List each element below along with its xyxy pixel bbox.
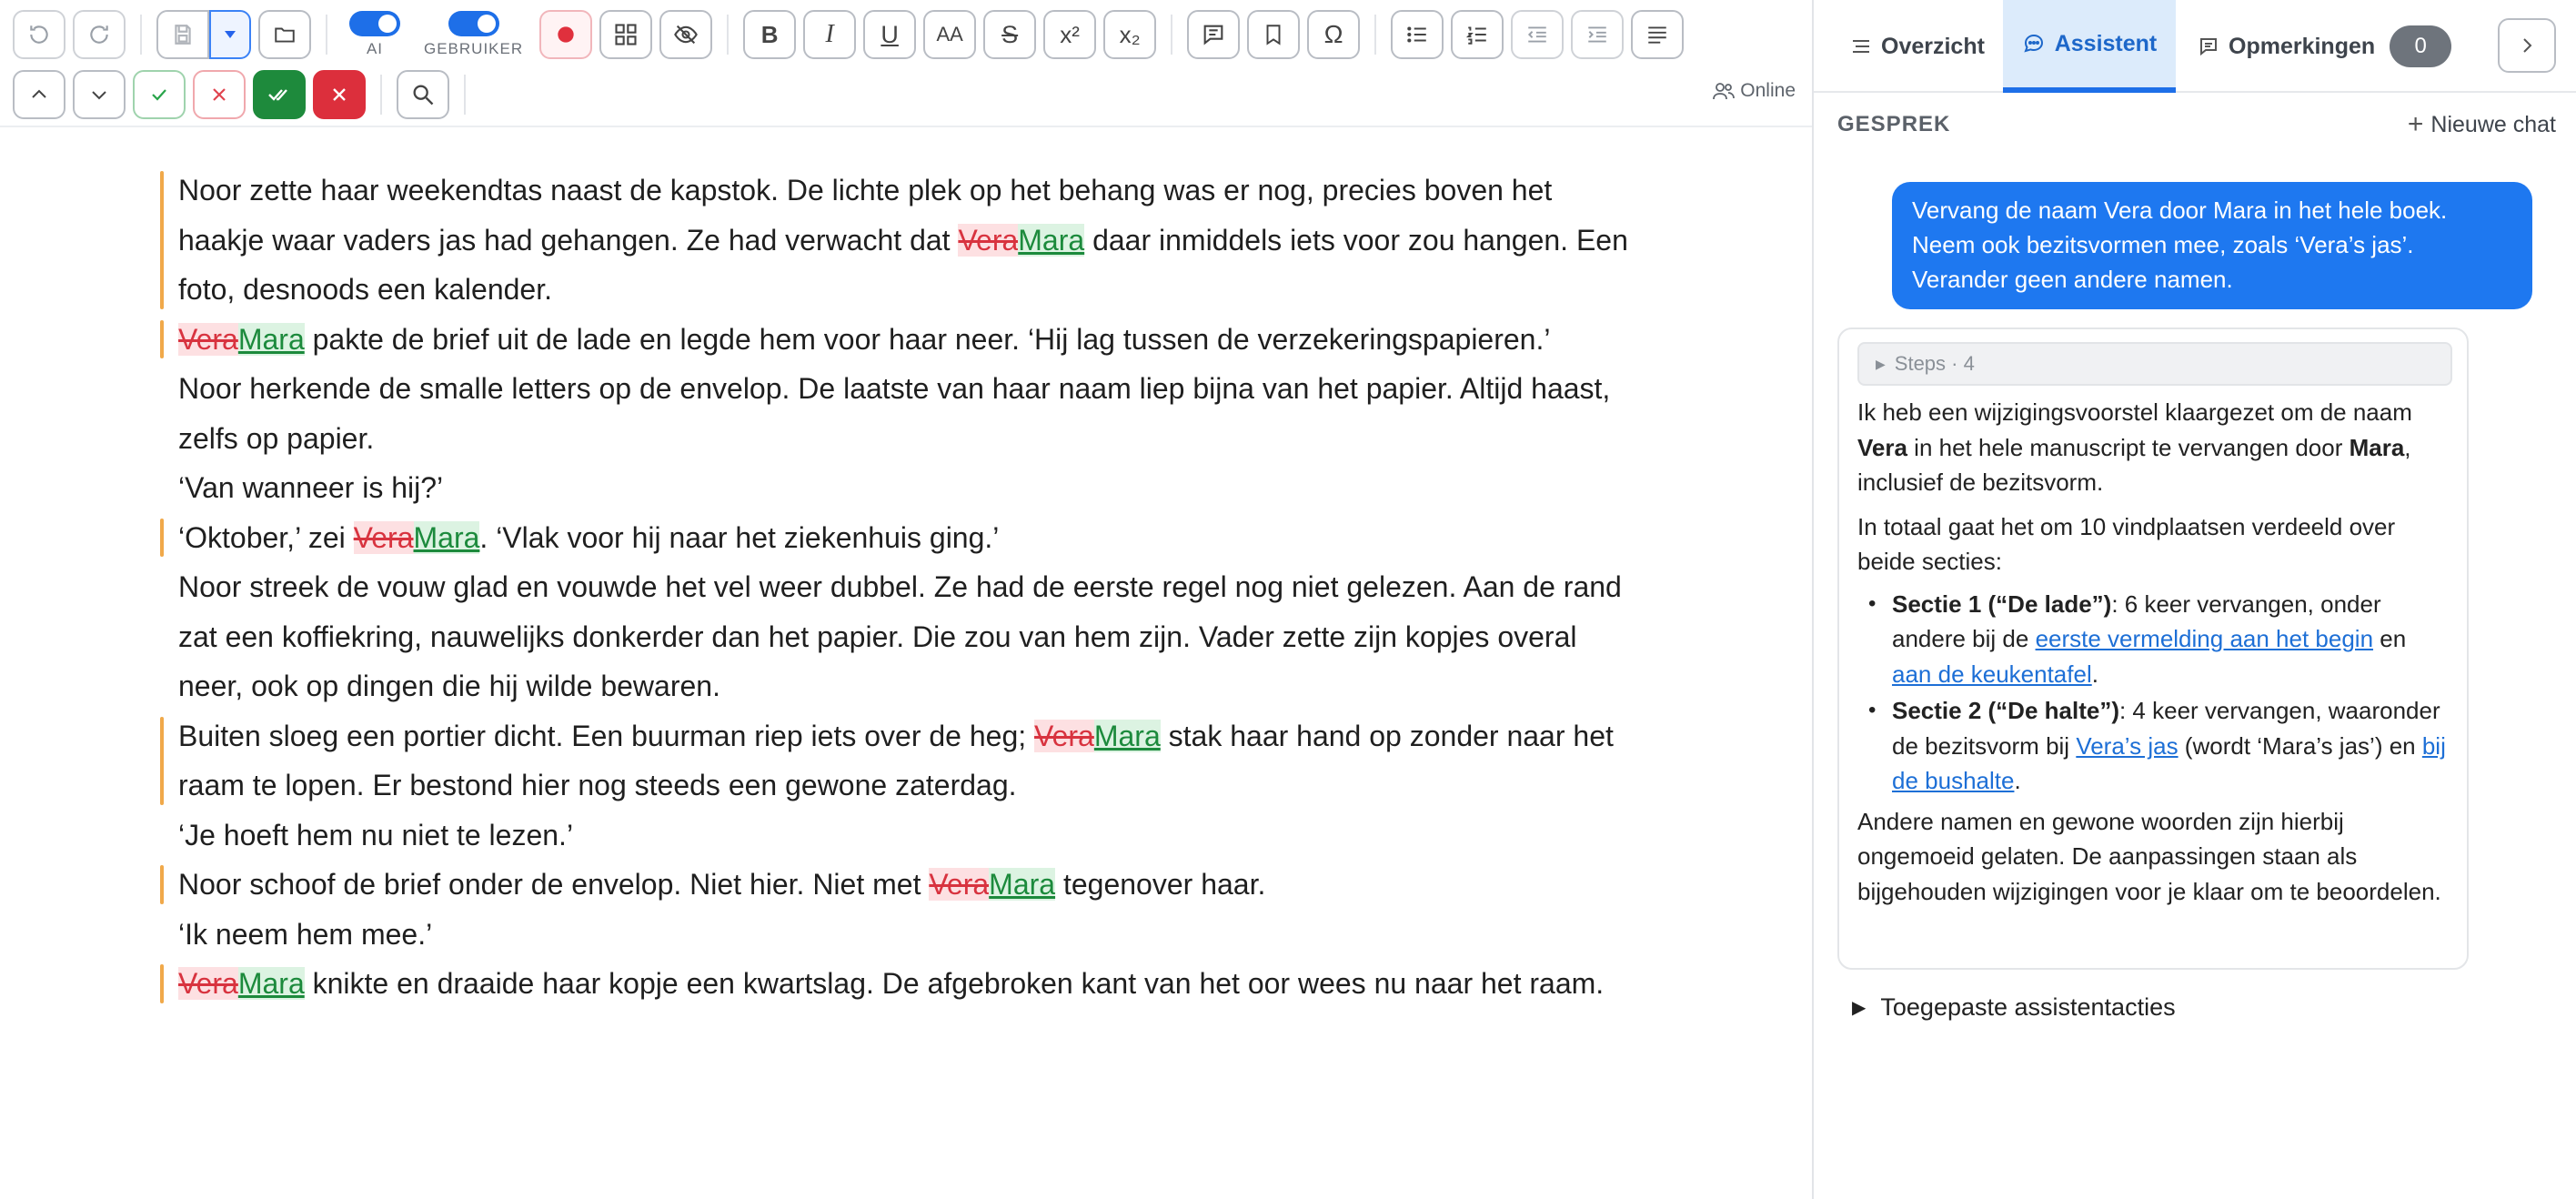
bold-text: Sectie 2 (“De halte”) — [1892, 697, 2119, 724]
subscript-button[interactable]: x₂ — [1103, 10, 1156, 59]
toolbar-separator — [464, 75, 466, 115]
changed-paragraph[interactable] — [160, 959, 1643, 1009]
tracked-insertion[interactable]: Mara — [237, 322, 305, 356]
user-toggle-label: GEBRUIKER — [424, 40, 524, 57]
reject-change-button[interactable] — [193, 70, 246, 119]
ai-toggle-group — [349, 11, 400, 58]
tracked-deletion[interactable]: Vera — [178, 967, 238, 1000]
folder-icon — [272, 23, 297, 46]
side-panel — [1812, 0, 2576, 1199]
bold-text: Sectie 1 (“De lade”) — [1892, 589, 2112, 618]
tracked-deletion[interactable]: Vera — [958, 223, 1019, 257]
chevron-down-icon — [88, 84, 110, 106]
tracked-insertion[interactable]: Mara — [1018, 223, 1085, 257]
tracked-deletion[interactable]: Vera — [929, 868, 990, 901]
text-run: Ik heb een wijzigingsvoorstel klaargezet om de naam — [1857, 398, 2412, 426]
side-tabs — [1814, 0, 2576, 93]
bold-button[interactable]: B — [743, 10, 796, 59]
chevron-right-icon — [2516, 35, 2538, 56]
location-link[interactable]: Vera’s jas — [2076, 731, 2179, 760]
document-body[interactable] — [160, 166, 1643, 1009]
new-chat-label: Nieuwe chat — [2430, 111, 2556, 137]
text-run: . — [2014, 767, 2021, 794]
conversation-title: GESPREK — [1837, 112, 1951, 136]
paragraph[interactable] — [160, 910, 1643, 960]
changed-paragraph[interactable] — [160, 711, 1643, 811]
font-size-button[interactable]: AA — [923, 10, 976, 59]
check-icon — [148, 84, 170, 106]
double-check-icon — [267, 84, 291, 106]
conversation-header — [1837, 111, 2556, 138]
save-button[interactable] — [156, 10, 209, 59]
record-changes-button[interactable] — [539, 10, 592, 59]
users-icon — [1713, 81, 1735, 101]
text-run: Noor streek de vouw glad en vouwde het vel weer dubbel. Ze had de eerste regel nog niet gelezen. Aan de rand zat een koffiekring, nauwelijks donkerder dan het papier. Die zou van hem zijn. Vader zette zijn kopjes overal neer, ook op dingen die hij wilde bewaren. — [178, 570, 1622, 702]
user-message: Vervang de naam Vera door Mara in het hele boek. Neem ook bezitsvormen mee, zoals ‘Vera’s jas’. Verander geen andere namen. — [1892, 182, 2532, 309]
online-indicator — [1713, 80, 1796, 102]
assistant-summary: In totaal gaat het om 10 vindplaatsen verdeeld over beide secties: — [1857, 512, 2396, 575]
text-run: in het hele manuscript te vervangen door — [1907, 433, 2350, 461]
paragraph[interactable] — [160, 463, 1643, 513]
comment-icon — [1201, 22, 1226, 47]
location-link[interactable]: bij de bushalte — [1892, 731, 2446, 794]
caret-right-icon: ▶ — [1876, 356, 1886, 371]
section-summary-item — [1857, 693, 2449, 799]
location-link[interactable]: eerste vermelding aan het begin — [2035, 625, 2374, 652]
hide-changes-button[interactable] — [659, 10, 712, 59]
applied-actions-label: Toegepaste assistentacties — [1880, 993, 2176, 1021]
outdent-button[interactable] — [1511, 10, 1564, 59]
numbered-list-icon — [1464, 23, 1490, 46]
assistant-intro — [1857, 395, 2449, 500]
changed-paragraph[interactable] — [160, 513, 1643, 563]
tab-overview-label: Overzicht — [1881, 33, 1985, 59]
toolbar-separator — [380, 75, 382, 115]
assistant-section-list — [1857, 587, 2449, 799]
text-run: , inclusief de bezitsvorm. — [1857, 433, 2411, 496]
text-run: Noor schoof de brief onder de envelop. Niet hier. Niet met — [178, 868, 930, 901]
bookmark-button[interactable] — [1247, 10, 1300, 59]
align-button[interactable] — [1631, 10, 1684, 59]
record-icon — [554, 23, 578, 46]
toolbar-separator — [1171, 15, 1172, 55]
user-toggle-group — [424, 11, 523, 58]
search-icon — [410, 82, 436, 107]
layout-button[interactable] — [599, 10, 652, 59]
online-label: Online — [1740, 80, 1796, 101]
bold-text: Mara — [2349, 433, 2405, 461]
bullet-list-icon — [1404, 23, 1430, 46]
undo-icon — [27, 23, 51, 46]
close-icon — [208, 84, 230, 106]
toolbar-separator — [140, 15, 142, 55]
layout-grid-icon — [613, 22, 639, 47]
outdent-icon — [1524, 23, 1550, 46]
redo-icon — [87, 23, 111, 46]
changed-paragraph[interactable] — [160, 166, 1643, 315]
caret-right-icon: ▶ — [1852, 998, 1867, 1018]
text-run: daar inmiddels iets voor zou hangen. Een foto, desnoods een kalender. — [178, 223, 1628, 306]
assistant-message — [1837, 327, 2469, 970]
changed-paragraph[interactable] — [160, 315, 1643, 365]
caret-down-icon — [223, 29, 237, 40]
toolbar-row-1 — [13, 7, 1691, 62]
chevron-up-icon — [28, 84, 50, 106]
numbered-list-button[interactable] — [1451, 10, 1504, 59]
tracked-insertion[interactable]: Mara — [413, 520, 480, 554]
plus-icon: + — [2407, 109, 2424, 139]
text-run: ‘Je hoeft hem nu niet te lezen.’ — [178, 818, 574, 851]
assistant-closing: Andere namen en gewone woorden zijn hierbij ongemoeid gelaten. De aanpassingen staan als bijgehouden wijzigingen voor je klaar om te beoordelen. — [1857, 807, 2441, 905]
tracked-deletion[interactable]: Vera — [1034, 719, 1094, 752]
comment-icon — [2198, 35, 2219, 57]
strikethrough-button[interactable]: S — [983, 10, 1036, 59]
save-options-dropdown[interactable] — [209, 10, 251, 59]
user-toggle[interactable] — [448, 11, 499, 36]
toolbar-separator — [1374, 15, 1376, 55]
location-link[interactable]: aan de keukentafel — [1892, 660, 2092, 688]
paragraph[interactable] — [160, 364, 1643, 463]
steps-label: Steps · 4 — [1894, 352, 1975, 375]
redo-button[interactable] — [73, 10, 126, 59]
save-icon — [171, 23, 195, 46]
indent-icon — [1585, 23, 1610, 46]
bullet-list-button[interactable] — [1391, 10, 1444, 59]
tab-comments-label: Opmerkingen — [2229, 33, 2376, 59]
comments-count-badge: 0 — [2390, 25, 2451, 67]
undo-button[interactable] — [13, 10, 65, 59]
tracked-insertion[interactable]: Mara — [237, 967, 305, 1000]
toolbar-separator — [727, 15, 729, 55]
chat-bubble-icon — [2022, 33, 2046, 55]
new-chat-button[interactable] — [2408, 109, 2556, 140]
text-run: en — [2373, 625, 2407, 652]
previous-change-button[interactable] — [13, 70, 65, 119]
text-run: . ‘Vlak voor hij naar het ziekenhuis ging.’ — [479, 520, 1000, 554]
text-run: . — [2091, 660, 2098, 688]
text-run: ‘Ik neem hem mee.’ — [178, 917, 433, 951]
text-run: pakte de brief uit de lade en legde hem voor haar neer. ‘Hij lag tussen de verzekeringspapieren.’ — [304, 322, 1551, 356]
section-summary-item — [1857, 587, 2449, 692]
tracked-insertion[interactable]: Mara — [989, 868, 1056, 901]
toolbar-row-2 — [13, 67, 480, 122]
paragraph[interactable] — [160, 811, 1643, 861]
text-run: : 6 keer vervangen, onder andere bij de — [1892, 589, 2381, 652]
bookmark-icon — [1262, 22, 1285, 47]
toolbar — [0, 0, 1812, 127]
close-icon — [328, 84, 350, 106]
open-folder-button[interactable] — [258, 10, 311, 59]
toolbar-separator — [326, 15, 327, 55]
omega-icon: Ω — [1323, 20, 1343, 48]
bold-text: Vera — [1857, 433, 1907, 461]
accept-all-button[interactable] — [253, 70, 306, 119]
special-character-button[interactable] — [1307, 10, 1360, 59]
ai-toggle[interactable] — [349, 11, 400, 36]
underline-button[interactable]: U — [863, 10, 916, 59]
text-run: knikte en draaide haar kopje een kwartslag. De afgebroken kant van het oor wees nu naar het raam. — [304, 967, 1605, 1000]
changed-paragraph[interactable] — [160, 860, 1643, 910]
eye-off-icon — [672, 22, 699, 47]
align-left-icon — [1645, 23, 1670, 46]
tracked-deletion[interactable]: Vera — [178, 322, 238, 356]
tab-overview[interactable] — [1850, 0, 1985, 93]
add-comment-button[interactable] — [1187, 10, 1240, 59]
indent-button[interactable] — [1571, 10, 1624, 59]
accept-change-button[interactable] — [133, 70, 186, 119]
text-run: Noor zette haar weekendtas naast de kapstok. De lichte plek op het behang was er nog, precies boven het haakje waar vaders jas had gehangen. Ze had verwacht dat — [178, 174, 1553, 257]
tab-comments[interactable] — [2198, 0, 2451, 93]
text-run: : 4 keer vervangen, waaronder de bezitsvorm bij — [1892, 697, 2440, 760]
text-run: ‘Van wanneer is hij?’ — [178, 471, 444, 504]
text-run: tegenover haar. — [1055, 868, 1266, 901]
applied-actions-toggle[interactable] — [1852, 993, 2176, 1022]
paragraph[interactable] — [160, 562, 1643, 711]
text-run: ‘Oktober,’ zei — [178, 520, 354, 554]
text-run: (wordt ‘Mara’s jas’) en — [2178, 731, 2422, 760]
superscript-button[interactable]: x² — [1043, 10, 1096, 59]
text-run: stak haar hand op zonder naar het raam te lopen. Er bestond hier nog steeds een gewone zaterdag. — [178, 719, 1614, 801]
reject-all-button[interactable] — [313, 70, 366, 119]
search-button[interactable] — [397, 70, 449, 119]
tab-assistant[interactable] — [2003, 0, 2176, 93]
ai-toggle-label: AI — [366, 40, 384, 57]
list-lines-icon — [1850, 36, 1872, 56]
text-run: Noor herkende de smalle letters op de envelop. De laatste van haar naam liep bijna van het papier. Altijd haast, zelfs op papier. — [178, 372, 1611, 455]
tab-assistant-label: Assistent — [2054, 30, 2158, 56]
collapse-panel-button[interactable] — [2498, 18, 2556, 73]
tracked-insertion[interactable]: Mara — [1093, 719, 1161, 752]
text-run: Buiten sloeg een portier dicht. Een buurman riep iets over de heg; — [178, 719, 1035, 752]
next-change-button[interactable] — [73, 70, 126, 119]
steps-toggle[interactable] — [1857, 342, 2452, 386]
tracked-deletion[interactable]: Vera — [353, 520, 414, 554]
italic-button[interactable]: I — [803, 10, 856, 59]
